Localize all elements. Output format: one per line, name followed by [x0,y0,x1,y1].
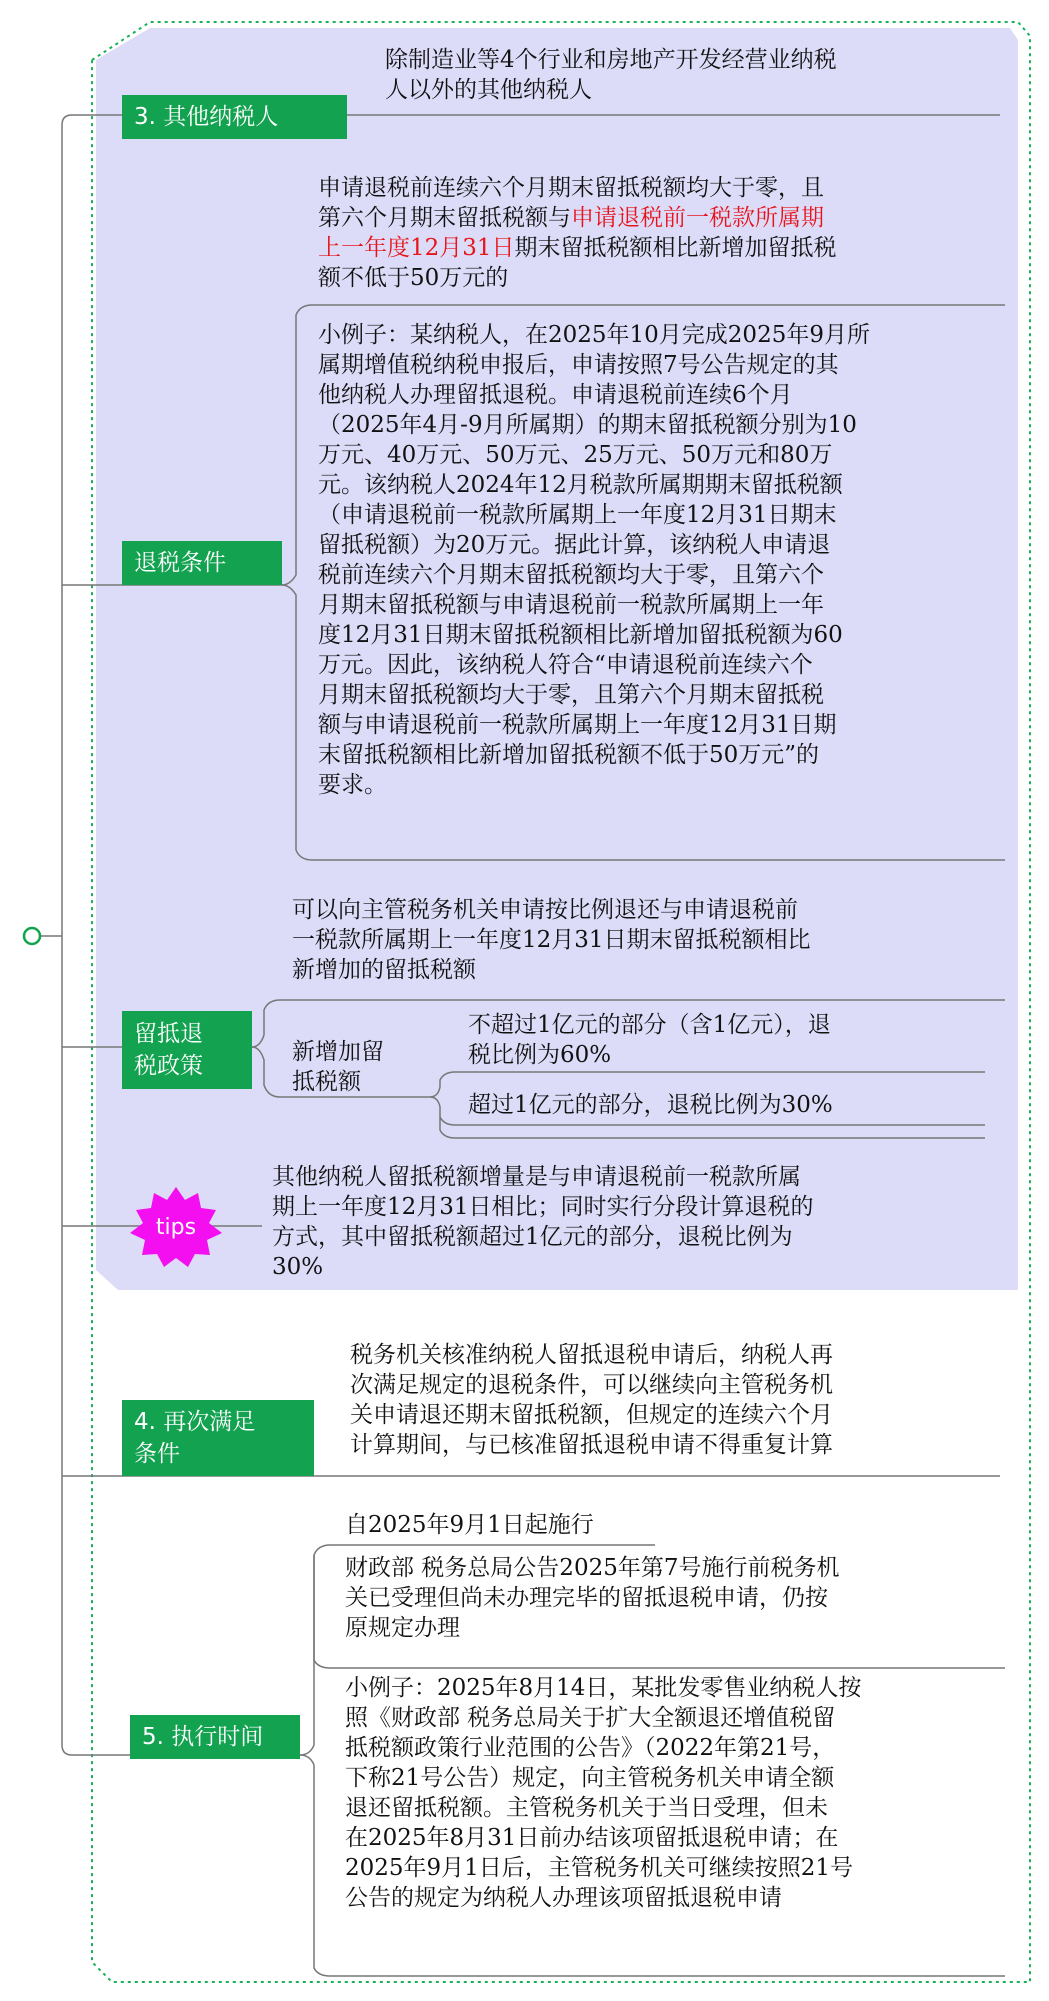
section-5-label[interactable]: 5. 执行时间 [130,1715,300,1759]
root-circle-icon [24,928,40,944]
section-4-label[interactable]: 4. 再次满足 条件 [122,1400,314,1476]
tips-label: tips [155,1214,197,1240]
refund-condition-rule [318,173,1008,293]
effective-date: 自2025年9月1日起施行 [345,1512,594,1538]
section-5-example: 小例子：2025年8月14日，某批发零售业纳税人按 照《财政部 税务总局关于扩大全额退还增值税留 抵税额政策行业范围的公告》（2022年第21号， 下称21号公告）规定，向主管税务机关申请全额 退还留抵税额。主管税务机关于当日受理，但未 在2025年8月31日前办结该项留抵退税申请；在 2025年9月1日后，主管税务机关可继续按照21号 公告的规定为纳税人办理该项留抵退税申请 [345,1675,862,1911]
rule-highlight: 申请退税前一税款所属期 上一年度12月31日 [318,205,824,261]
refund-policy-description: 可以向主管税务机关申请按比例退还与申请退税前 一税款所属期上一年度12月31日期末留抵税额相比 新增加的留抵税额 [292,897,811,983]
tier-1-rule: 不超过1亿元的部分（含1亿元），退 税比例为60% [468,1012,831,1068]
refund-policy-label[interactable]: 留抵退 税政策 [122,1011,252,1089]
tier-2-rule: 超过1亿元的部分，退税比例为30% [468,1092,833,1118]
section-4-description: 税务机关核准纳税人留抵退税申请后，纳税人再 次满足规定的退税条件，可以继续向主管税务机 关申请退还期末留抵税额，但规定的连续六个月 计算期间，与已核准留抵退税申请不得重复计算 [350,1342,833,1458]
rule-part-1: 申请退税前连续六个月期末留抵税额均大于零，且 第六个月期末留抵税额与 [318,175,824,231]
refund-conditions-label[interactable]: 退税条件 [122,541,282,585]
tips-badge[interactable] [130,1187,222,1267]
section-3-label[interactable]: 3. 其他纳税人 [122,95,347,139]
transition-rule: 财政部 税务总局公告2025年第7号施行前税务机 关已受理但尚未办理完毕的留抵退税申请，仍按 原规定办理 [345,1555,840,1641]
new-increment-label: 新增加留 抵税额 [292,1039,384,1095]
refund-condition-example: 小例子：某纳税人，在2025年10月完成2025年9月所 属期增值税纳税申报后，申请按照7号公告规定的其 他纳税人办理留抵退税。申请退税前连续6个月 （2025年4月-9月所属期）的期末留抵税额分别为10 万元、40万元、50万元、25万元、50万元和80万 元。该纳税人2024年12月税款所属期期末留抵税额 （申请退税前一税款所属期上一年度12月31日期末 留抵税额）为20万元。据此计算，该纳税人申请退 税前连续六个月期末留抵税额均大于零，且第六个 月期末留抵税额与申请退税前一税款所属期上一年 度12月31日期末留抵税额相比新增加留抵税额为60 万元。因此，该纳税人符合“申请退税前连续六个 月期末留抵税额均大于零，且第六个月期末留抵税 额与申请退税前一税款所属期上一年度12月31日期 末留抵税额相比新增加留抵税额不低于50万元”的 要求。 [318,322,870,798]
rule-part-2: 期末留抵税额相比新增加留抵税 额不低于50万元的 [318,235,837,291]
section-3-description: 除制造业等4个行业和房地产开发经营业纳税 人以外的其他纳税人 [385,47,837,103]
tips-text: 其他纳税人留抵税额增量是与申请退税前一税款所属 期上一年度12月31日相比；同时实行分段计算退税的 方式，其中留抵税额超过1亿元的部分，退税比例为 30% [272,1164,814,1280]
